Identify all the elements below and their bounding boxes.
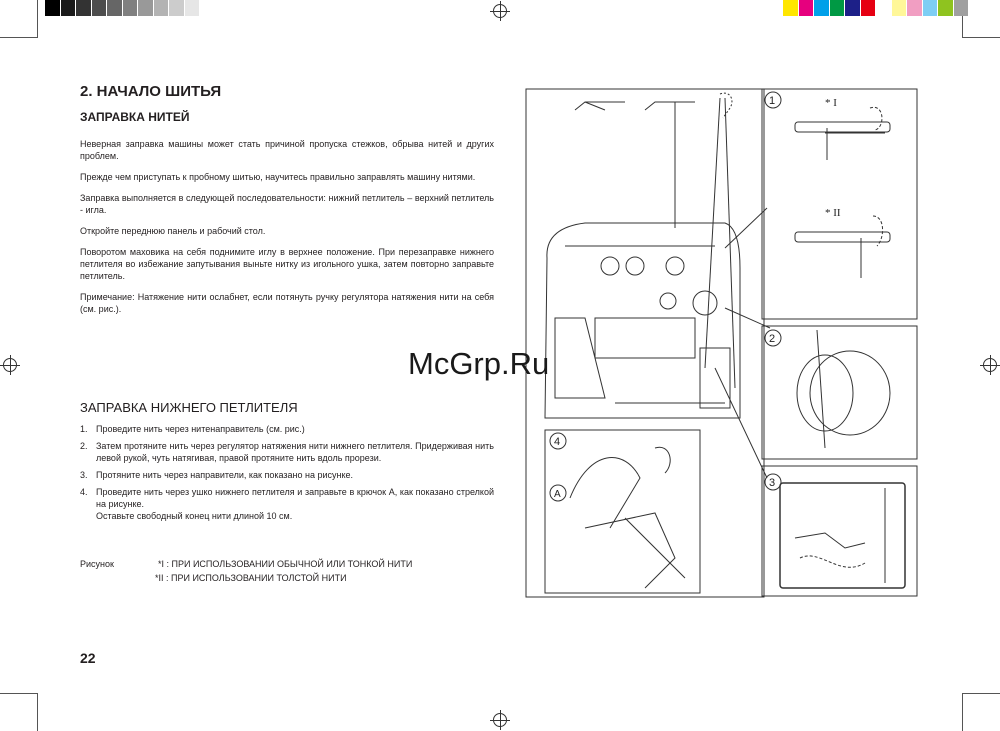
calibration-swatch: [954, 0, 970, 16]
figure-note-2: *II : ПРИ ИСПОЛЬЗОВАНИИ ТОЛСТОЙ НИТИ: [155, 573, 347, 583]
calibration-swatch: [861, 0, 877, 16]
calibration-swatch: [830, 0, 846, 16]
crop-mark: [37, 0, 38, 38]
paragraph: Неверная заправка машины может стать причиной пропуска стежков, обрыва нитей и других проблем.: [80, 139, 494, 161]
inset-2: [762, 326, 917, 459]
calibration-swatch: [845, 0, 861, 16]
dial-icon: [626, 257, 644, 275]
dial-icon: [601, 257, 619, 275]
inset-1: [762, 89, 917, 319]
list-item: 2. Затем протяните нить через регулятор натяжения нити нижнего петлителя. Придерживая нить левой рукой, чуть натягивая, правой протяните нить вдоль прорези.: [80, 441, 494, 463]
registration-mark-icon: [983, 358, 997, 372]
gray-calibration-strip: [45, 0, 216, 16]
paragraph: Поворотом маховика на себя поднимите иглу в верхнее положение. При перезаправке нижнего петлителя во избежание запутывания выньте нитку из игольного ушка, затем повторно заправьте петлитель.: [80, 247, 494, 281]
calibration-swatch: [876, 0, 892, 16]
registration-mark-icon: [493, 4, 507, 18]
calibration-swatch: [154, 0, 170, 16]
callout-4: 4: [554, 436, 561, 448]
watermark: McGrp.Ru: [408, 346, 550, 381]
calibration-swatch: [907, 0, 923, 16]
callout-3: 3: [769, 477, 776, 489]
diagram-frame: [526, 89, 764, 597]
machine-body: [545, 223, 740, 418]
star-label-2: * II: [825, 207, 841, 219]
calibration-swatch: [200, 0, 216, 16]
paragraph: Примечание: Натяжение нити ослабнет, если потянуть ручку регулятора натяжения нити на себя (см. рис.).: [80, 292, 494, 314]
paragraph: Откройте переднюю панель и рабочий стол.: [80, 226, 266, 236]
figure-label: Рисунок: [80, 559, 114, 569]
list-item: 3. Протяните нить через направители, как показано на рисунке.: [80, 470, 354, 480]
calibration-swatch: [76, 0, 92, 16]
calibration-swatch: [107, 0, 123, 16]
paragraph: Прежде чем приступать к пробному шитью, научитесь правильно заправлять машину нитями.: [80, 172, 476, 182]
dial-icon: [660, 293, 676, 309]
calibration-swatch: [61, 0, 77, 16]
list-item: 4. Проведите нить через ушко нижнего петлителя и заправьте в крючок А, как показано стрелкой на рисунке. Оставьте свободный конец нити длиной 10 см.: [80, 487, 494, 521]
inset-4: [545, 430, 700, 593]
threading-diagram: [525, 88, 920, 598]
crop-mark: [962, 693, 1000, 694]
crop-mark: [37, 693, 38, 731]
figure-note-1: *I : ПРИ ИСПОЛЬЗОВАНИИ ОБЫЧНОЙ ИЛИ ТОНКОЙ НИТИ: [158, 559, 413, 569]
color-calibration-strip: [783, 0, 969, 16]
calibration-swatch: [783, 0, 799, 16]
inset-3: [762, 466, 917, 596]
list-item: 1. Проведите нить через нитенаправитель (см. рис.): [80, 424, 305, 434]
star-label-1: * I: [825, 97, 837, 109]
paragraph: Заправка выполняется в следующей последовательности: нижний петлитель – верхний петлитель - игла.: [80, 193, 494, 215]
calibration-swatch: [938, 0, 954, 16]
crop-mark: [962, 693, 963, 731]
crop-mark: [962, 37, 1000, 38]
calibration-swatch: [169, 0, 185, 16]
callout-1: 1: [769, 95, 776, 107]
calibration-swatch: [92, 0, 108, 16]
calibration-swatch: [799, 0, 815, 16]
step4-note: Оставьте свободный конец нити длиной 10 см.: [96, 511, 293, 521]
registration-mark-icon: [3, 358, 17, 372]
crop-mark: [0, 693, 38, 694]
intro-text: [80, 138, 494, 324]
registration-mark-icon: [493, 713, 507, 727]
calibration-swatch: [892, 0, 908, 16]
calibration-swatch: [185, 0, 201, 16]
section-heading-threading: ЗАПРАВКА НИТЕЙ: [80, 110, 190, 124]
section-heading-lower-looper: ЗАПРАВКА НИЖНЕГО ПЕТЛИТЕЛЯ: [80, 400, 298, 415]
calibration-swatch: [814, 0, 830, 16]
calibration-swatch: [123, 0, 139, 16]
page-heading: 2. НАЧАЛО ШИТЬЯ: [80, 83, 222, 100]
page-number: 22: [80, 650, 96, 666]
callout-a: A: [554, 489, 561, 500]
calibration-swatch: [138, 0, 154, 16]
calibration-swatch: [923, 0, 939, 16]
dial-icon: [666, 257, 684, 275]
steps-list: [80, 423, 494, 527]
callout-2: 2: [769, 333, 776, 345]
tension-dial-icon: [693, 291, 717, 315]
crop-mark: [0, 37, 38, 38]
calibration-swatch: [45, 0, 61, 16]
